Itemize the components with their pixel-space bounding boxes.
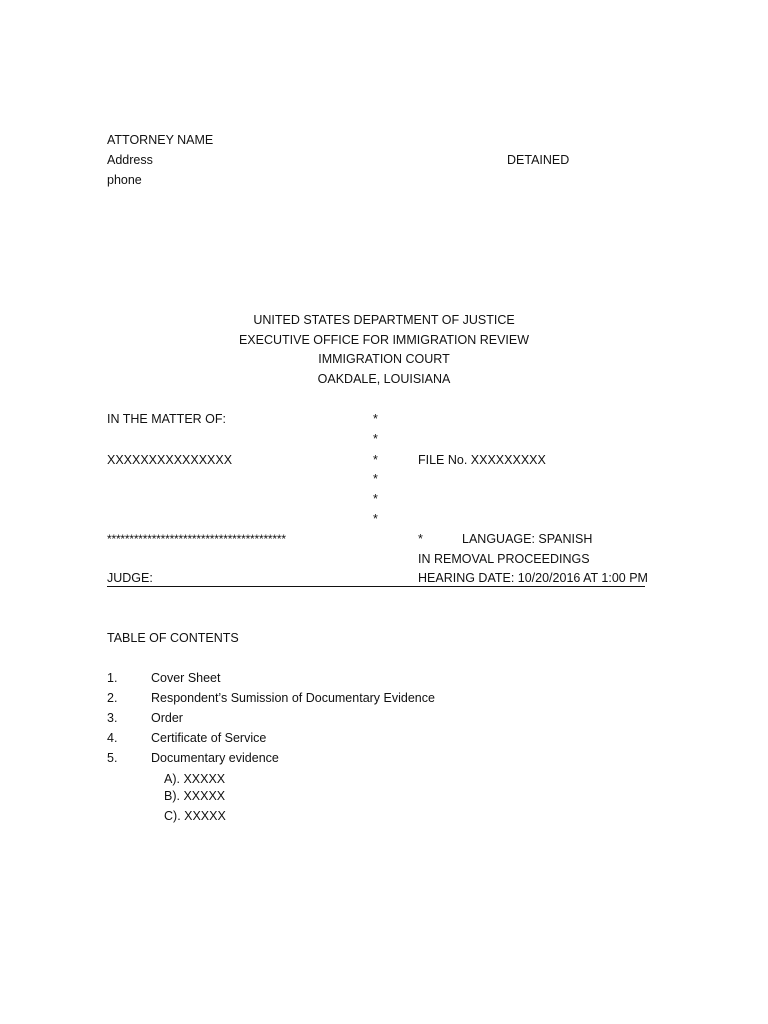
toc-item-label: Documentary evidence — [151, 751, 279, 765]
toc-item-number: 1. — [107, 671, 118, 685]
attorney-name: ATTORNEY NAME — [107, 133, 214, 147]
toc-item-number: 2. — [107, 691, 118, 705]
toc-title: TABLE OF CONTENTS — [107, 631, 239, 645]
caption-star: * — [373, 472, 378, 486]
toc-subitem: C). XXXXX — [164, 809, 226, 823]
toc-item-label: Cover Sheet — [151, 671, 221, 685]
court-name: IMMIGRATION COURT — [318, 352, 450, 366]
caption-star: * — [373, 412, 378, 426]
court-department: UNITED STATES DEPARTMENT OF JUSTICE — [253, 313, 515, 327]
caption-star: * — [373, 432, 378, 446]
proceedings-type: IN REMOVAL PROCEEDINGS — [418, 552, 590, 566]
matter-label: IN THE MATTER OF: — [107, 412, 226, 426]
file-number: FILE No. XXXXXXXXX — [418, 453, 546, 467]
toc-item-label: Certificate of Service — [151, 731, 267, 745]
toc-subitem: A). XXXXX — [164, 772, 226, 786]
hearing-date: HEARING DATE: 10/20/2016 AT 1:00 PM — [418, 571, 648, 585]
court-office: EXECUTIVE OFFICE FOR IMMIGRATION REVIEW — [238, 333, 530, 347]
attorney-phone: phone — [107, 173, 142, 187]
attorney-address: Address — [107, 153, 153, 167]
toc-item-label: Respondent’s Sumission of Documentary Evidence — [151, 691, 435, 705]
toc-item-label: Order — [151, 711, 183, 725]
toc-item-number: 4. — [107, 731, 118, 745]
star-divider: **************************************** — [107, 532, 286, 546]
court-location: OAKDALE, LOUISIANA — [317, 372, 451, 386]
caption-underline — [107, 586, 645, 587]
toc-subitem: B). XXXXX — [164, 789, 226, 803]
language: LANGUAGE: SPANISH — [462, 532, 593, 546]
toc-item-number: 5. — [107, 751, 118, 765]
respondent-name: XXXXXXXXXXXXXXX — [107, 453, 233, 467]
caption-star: * — [373, 512, 378, 526]
caption-star: * — [373, 492, 378, 506]
detention-status: DETAINED — [507, 153, 570, 167]
caption-star: * — [418, 532, 423, 546]
judge-label: JUDGE: — [107, 571, 153, 585]
caption-star: * — [373, 453, 378, 467]
toc-item-number: 3. — [107, 711, 118, 725]
